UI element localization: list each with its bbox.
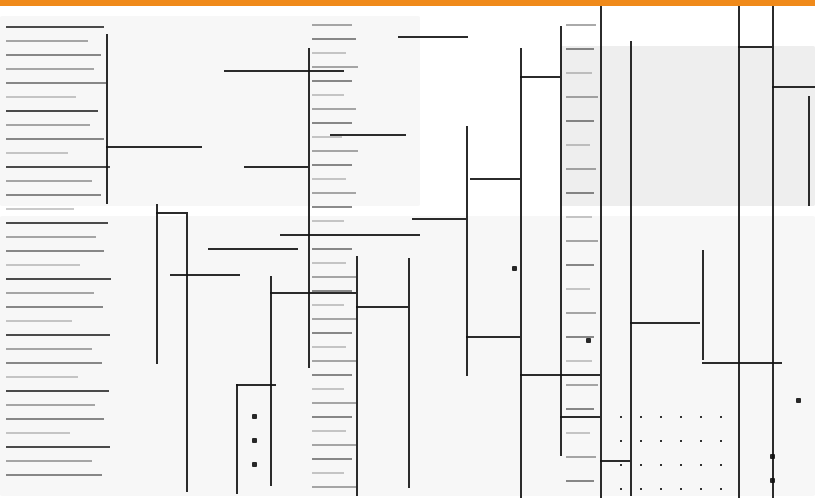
grid-vertical — [408, 258, 410, 488]
text-line — [312, 94, 344, 96]
text-line — [312, 248, 352, 250]
text-line — [312, 430, 346, 432]
grid-horizontal — [270, 292, 356, 294]
text-line — [312, 318, 358, 320]
text-line — [312, 164, 352, 166]
text-line — [312, 66, 358, 68]
text-line — [6, 222, 108, 224]
text-line — [312, 150, 358, 152]
text-line — [312, 178, 346, 180]
text-line — [6, 138, 104, 140]
shade-region — [560, 46, 815, 206]
grid-horizontal — [520, 374, 600, 376]
text-line — [312, 472, 344, 474]
text-line — [566, 168, 596, 170]
dot — [680, 416, 682, 418]
dot — [660, 464, 662, 466]
grid-vertical — [520, 48, 522, 498]
text-line — [566, 480, 594, 482]
grid-horizontal — [470, 178, 520, 180]
text-line — [6, 292, 94, 294]
grid-horizontal — [208, 248, 298, 250]
grid-vertical — [186, 212, 188, 492]
text-line — [566, 456, 596, 458]
text-line — [6, 446, 110, 448]
grid-vertical — [270, 276, 272, 486]
text-line — [566, 120, 594, 122]
dot — [720, 488, 722, 490]
text-line — [6, 236, 96, 238]
text-line — [312, 374, 352, 376]
text-line — [6, 264, 80, 266]
connector — [512, 266, 517, 271]
text-line — [6, 460, 92, 462]
dot — [620, 440, 622, 442]
connector — [252, 438, 257, 443]
dot — [640, 416, 642, 418]
grid-horizontal — [356, 306, 408, 308]
text-line — [312, 24, 352, 26]
text-line — [566, 336, 594, 338]
text-line — [6, 334, 110, 336]
text-line — [566, 408, 594, 410]
dot — [640, 488, 642, 490]
text-line — [6, 362, 102, 364]
text-line — [312, 52, 346, 54]
dot — [680, 440, 682, 442]
grid-vertical — [356, 256, 358, 496]
dot — [700, 488, 702, 490]
dot — [660, 440, 662, 442]
grid-vertical — [236, 384, 238, 494]
text-line — [6, 26, 104, 28]
text-line — [312, 304, 344, 306]
grid-vertical — [560, 26, 562, 456]
connector — [252, 462, 257, 467]
text-line — [566, 192, 594, 194]
text-line — [312, 122, 352, 124]
grid-vertical — [308, 48, 310, 368]
grid-vertical — [808, 96, 810, 206]
text-line — [312, 234, 358, 236]
dot — [680, 464, 682, 466]
text-line — [6, 390, 109, 392]
text-line — [6, 96, 76, 98]
grid-horizontal — [412, 218, 466, 220]
text-line — [6, 320, 72, 322]
dot — [640, 464, 642, 466]
grid-horizontal — [600, 460, 630, 462]
text-line — [312, 80, 352, 82]
text-line — [312, 192, 356, 194]
dot — [720, 464, 722, 466]
text-line — [6, 194, 101, 196]
text-line — [6, 54, 101, 56]
grid-horizontal — [224, 70, 344, 72]
dot — [620, 416, 622, 418]
text-line — [6, 152, 68, 154]
text-line — [6, 166, 110, 168]
grid-vertical — [466, 126, 468, 376]
dot — [620, 488, 622, 490]
text-line — [6, 432, 70, 434]
grid-vertical — [600, 6, 602, 498]
text-line — [312, 206, 352, 208]
text-line — [312, 402, 358, 404]
dot — [680, 488, 682, 490]
text-line — [566, 384, 598, 386]
text-line — [312, 136, 342, 138]
dot — [660, 488, 662, 490]
grid-horizontal — [738, 46, 772, 48]
text-line — [6, 474, 102, 476]
grid-vertical — [156, 204, 158, 364]
grid-vertical — [738, 6, 740, 498]
grid-vertical — [630, 41, 632, 496]
text-line — [312, 346, 346, 348]
connector — [770, 478, 775, 483]
text-line — [566, 432, 590, 434]
text-line — [312, 388, 344, 390]
text-line — [312, 276, 356, 278]
text-line — [312, 360, 356, 362]
text-line — [566, 24, 596, 26]
dot — [700, 416, 702, 418]
text-line — [312, 262, 346, 264]
dot — [640, 440, 642, 442]
dot — [720, 440, 722, 442]
text-line — [6, 68, 94, 70]
text-line — [566, 144, 590, 146]
grid-horizontal — [630, 322, 700, 324]
text-line — [566, 288, 590, 290]
dot — [700, 464, 702, 466]
text-line — [312, 290, 352, 292]
grid-horizontal — [398, 36, 468, 38]
grid-vertical — [772, 6, 774, 498]
text-line — [566, 240, 598, 242]
text-line — [6, 306, 103, 308]
text-line — [566, 312, 596, 314]
text-line — [312, 444, 356, 446]
text-line — [6, 418, 104, 420]
grid-horizontal — [156, 212, 186, 214]
text-line — [6, 404, 95, 406]
grid-vertical — [702, 250, 704, 360]
text-line — [6, 180, 92, 182]
text-line — [566, 264, 594, 266]
connector — [252, 414, 257, 419]
dot — [620, 464, 622, 466]
text-line — [312, 458, 352, 460]
text-line — [566, 96, 598, 98]
text-line — [566, 72, 592, 74]
grid-horizontal — [244, 166, 308, 168]
grid-horizontal — [466, 336, 520, 338]
text-line — [6, 124, 90, 126]
text-line — [312, 38, 356, 40]
text-line — [312, 108, 356, 110]
connector — [586, 338, 591, 343]
text-line — [6, 376, 78, 378]
text-line — [312, 416, 352, 418]
text-line — [566, 360, 592, 362]
connector — [796, 398, 801, 403]
dot — [720, 416, 722, 418]
grid-horizontal — [520, 76, 560, 78]
text-line — [312, 332, 352, 334]
text-line — [312, 486, 358, 488]
text-line — [6, 348, 92, 350]
grid-horizontal — [560, 416, 600, 418]
grid-horizontal — [106, 146, 202, 148]
matrix-area — [0, 6, 815, 498]
grid-horizontal — [170, 274, 240, 276]
grid-horizontal — [702, 362, 782, 364]
text-line — [6, 208, 74, 210]
dot — [700, 440, 702, 442]
text-line — [566, 216, 592, 218]
text-line — [566, 48, 594, 50]
grid-horizontal — [236, 384, 276, 386]
text-line — [6, 82, 106, 84]
text-line — [312, 220, 344, 222]
dot — [660, 416, 662, 418]
grid-vertical — [106, 34, 108, 204]
text-line — [6, 40, 88, 42]
text-line — [6, 250, 104, 252]
text-line — [6, 278, 111, 280]
connector — [770, 454, 775, 459]
text-line — [6, 110, 98, 112]
grid-horizontal — [772, 86, 815, 88]
